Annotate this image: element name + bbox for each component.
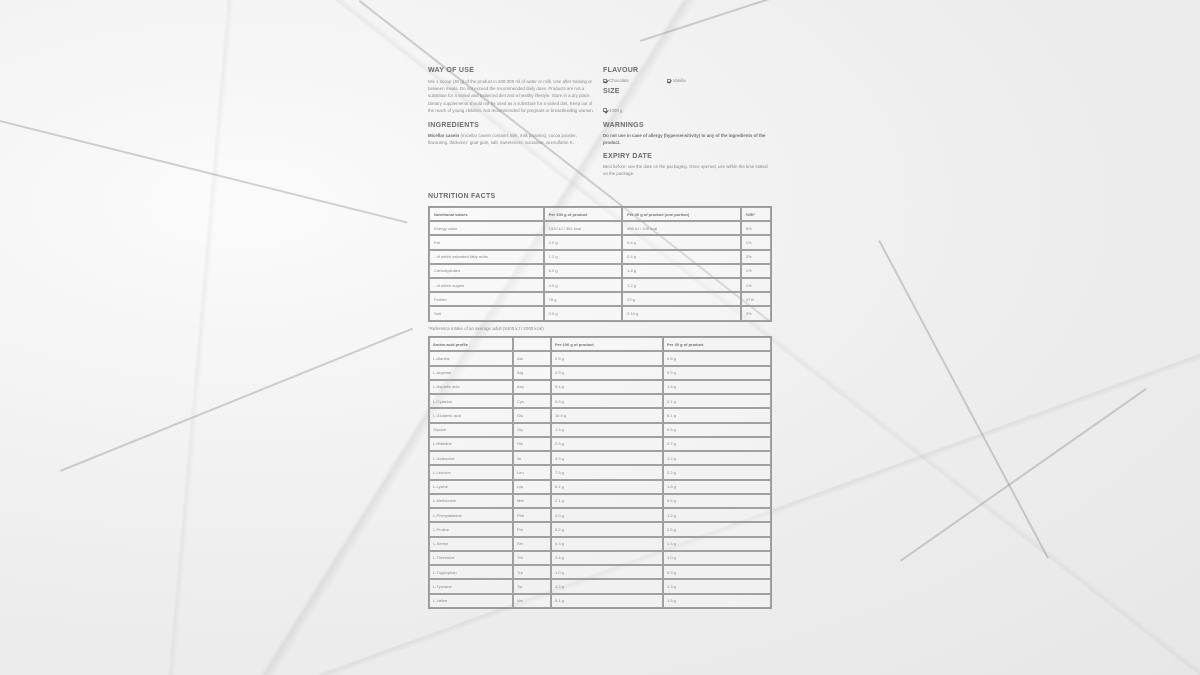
flavour-option-label: Chocolate (609, 78, 629, 83)
amino-row (429, 380, 771, 394)
amino-header-row (429, 337, 771, 351)
nutrition-cell: 3% (741, 306, 771, 320)
nutrition-table (428, 206, 772, 322)
checkbox-icon (667, 79, 671, 83)
amino-cell: 4.0 g (551, 508, 663, 522)
left-column (428, 67, 596, 146)
amino-cell: 2.1 g (551, 494, 663, 508)
amino-cell: Phe (513, 508, 551, 522)
amino-row (429, 465, 771, 479)
size-options (603, 99, 773, 117)
amino-cell: 1.6 g (663, 380, 771, 394)
size-title: SIZE (603, 88, 620, 95)
amino-cell: 3.9 g (551, 451, 663, 465)
amino-cell: 0.5 g (663, 423, 771, 437)
nutrition-header-row (429, 207, 771, 221)
amino-cell: 5.1 g (663, 408, 771, 422)
amino-header-cell (513, 337, 551, 351)
amino-cell: L-Alanine (429, 351, 513, 365)
nutrition-cell: 0.6 g (622, 235, 741, 249)
amino-cell: L-Tryptophan (429, 565, 513, 579)
amino-cell: L-Isoleucine (429, 451, 513, 465)
nutrition-row (429, 235, 771, 249)
amino-cell: Thr (513, 551, 551, 565)
amino-header-cell: Per 30 g of product (663, 337, 771, 351)
amino-cell: 7.3 g (551, 465, 663, 479)
amino-cell: L-Serine (429, 537, 513, 551)
amino-row (429, 565, 771, 579)
amino-cell: 2.9 g (551, 366, 663, 380)
amino-cell: 4.3 g (551, 537, 663, 551)
amino-cell: 1.0 g (551, 565, 663, 579)
amino-cell: 1.0 g (663, 551, 771, 565)
marble-vein (60, 328, 413, 472)
amino-cell: Lys (513, 480, 551, 494)
nutrition-cell: Fat (429, 235, 544, 249)
nutrition-cell: 4.0 g (544, 278, 622, 292)
amino-cell: L-Glutamic acid (429, 408, 513, 422)
nutrition-header-cell: %RI* (741, 207, 771, 221)
nutrition-title: NUTRITION FACTS (428, 193, 496, 200)
amino-cell: 0.7 g (663, 437, 771, 451)
amino-cell: L-Leucine (429, 465, 513, 479)
amino-header-cell: Per 100 g of product (551, 337, 663, 351)
amino-cell: Glycine (429, 423, 513, 437)
amino-cell: 2.3 g (551, 437, 663, 451)
checkbox-icon (603, 108, 607, 112)
nutrition-cell: 1% (741, 264, 771, 278)
marble-vein (640, 0, 1040, 41)
nutrition-cell: 1520 kJ / 361 kcal (544, 221, 622, 235)
nutrition-row (429, 250, 771, 264)
nutrition-row (429, 221, 771, 235)
amino-cell: 0.6 g (663, 494, 771, 508)
amino-cell: L-Lysine (429, 480, 513, 494)
nutrition-cell: 456 kJ / 108 kcal (622, 221, 741, 235)
amino-cell: 2.5 g (551, 351, 663, 365)
amino-cell: L-Valine (429, 594, 513, 608)
expiry-text: Best before: see the date on the packaging. Once opened, use within the time stated on the package. (603, 164, 768, 176)
nutrition-cell: Salt (429, 306, 544, 320)
expiry-title: EXPIRY DATE (603, 153, 653, 160)
nutrition-cell: Energy value (429, 221, 544, 235)
nutrition-row (429, 264, 771, 278)
nutrition-cell: 47% (741, 292, 771, 306)
amino-cell: L-Tyrosine (429, 579, 513, 593)
nutrition-cell: 0.4 g (622, 250, 741, 264)
amino-row (429, 351, 771, 365)
amino-cell: 16.9 g (551, 408, 663, 422)
nutrition-cell: 6.0 g (544, 264, 622, 278)
size-option-1000g[interactable] (603, 108, 622, 113)
ingredients-lead: Micellar casein (428, 133, 460, 138)
amino-cell: 2.5 g (663, 522, 771, 536)
amino-cell: Met (513, 494, 551, 508)
amino-cell: Leu (513, 465, 551, 479)
flavour-title: FLAVOUR (603, 67, 639, 74)
nutrition-cell: 1% (741, 235, 771, 249)
amino-cell: L-Arginine (429, 366, 513, 380)
amino-cell: 0.9 g (663, 366, 771, 380)
amino-row (429, 522, 771, 536)
nutrition-cell: 1% (741, 278, 771, 292)
amino-cell: Glu (513, 408, 551, 422)
way-of-use-text-1: Mix 1 scoop (30 g) of the product in 200-300 ml of water or milk. Use after training or between meals. Do not exceed the recommended daily dose. Products are not a substitute for a varied and balanced diet and a healthy lifestyle. Store in a dry place. (428, 79, 592, 98)
amino-cell: 1.3 g (663, 579, 771, 593)
nutrition-row (429, 292, 771, 306)
amino-cell: L-Threonine (429, 551, 513, 565)
nutrition-footnote: *Reference intake of an average adult (8400 kJ / 2000 kcal) (428, 326, 544, 331)
amino-cell: 6.1 g (551, 480, 663, 494)
amino-cell: L-Histidine (429, 437, 513, 451)
nutrition-header-cell: Per 100 g of product (544, 207, 622, 221)
nutrition-cell: - of which sugars (429, 278, 544, 292)
amino-cell: 0.8 g (663, 351, 771, 365)
amino-row (429, 594, 771, 608)
amino-cell: L-Phenylalanine (429, 508, 513, 522)
nutrition-cell: 1.2 g (622, 278, 741, 292)
nutrition-cell: 0.5 g (544, 306, 622, 320)
amino-row (429, 394, 771, 408)
amino-cell: 1.2 g (663, 451, 771, 465)
checkbox-icon (603, 79, 607, 83)
amino-cell: Asp (513, 380, 551, 394)
right-column (603, 67, 773, 177)
amino-cell: Ala (513, 351, 551, 365)
nutrition-cell: 78 g (544, 292, 622, 306)
amino-cell: Arg (513, 366, 551, 380)
ingredients-title: INGREDIENTS (428, 122, 480, 129)
nutrition-cell: 1.2 g (544, 250, 622, 264)
nutrition-header-cell: Per 30 g of product (one portion) (622, 207, 741, 221)
amino-row (429, 480, 771, 494)
nutrition-cell: 23 g (622, 292, 741, 306)
amino-cell: 1.8 g (663, 480, 771, 494)
amino-row (429, 508, 771, 522)
amino-cell: L-Cysteine (429, 394, 513, 408)
way-of-use-title: WAY OF USE (428, 67, 475, 74)
amino-cell: 1.3 g (663, 537, 771, 551)
amino-cell: Ser (513, 537, 551, 551)
amino-cell: Gly (513, 423, 551, 437)
amino-cell: 0.3 g (663, 565, 771, 579)
nutrition-cell: Protein (429, 292, 544, 306)
nutrition-cell: 2% (741, 250, 771, 264)
amino-cell: 1.5 g (551, 423, 663, 437)
amino-cell: 0.1 g (663, 394, 771, 408)
amino-row (429, 423, 771, 437)
warnings-title: WARNINGS (603, 122, 644, 129)
flavour-option-vanilla[interactable] (667, 78, 686, 83)
amino-acid-table (428, 336, 772, 609)
amino-row (429, 551, 771, 565)
amino-cell: Val (513, 594, 551, 608)
amino-cell: 1.2 g (663, 508, 771, 522)
ingredients-text (428, 132, 596, 146)
size-option-label: 1000 g (609, 107, 623, 113)
warnings-text: Do not use in case of allergy (hypersensitivity) to any of the ingredients of the product. (603, 133, 766, 145)
way-of-use-text-2: Dietary supplements should not be used as a substitute for a varied diet. Keep out of the reach of young children. Not recommended for pregnant or breastfeeding women. (428, 101, 594, 113)
amino-row (429, 579, 771, 593)
nutrition-cell: Carbohydrates (429, 264, 544, 278)
nutrition-header-cell: Nutritional values (429, 207, 544, 221)
nutrition-cell: 0.15 g (622, 306, 741, 320)
marble-vein (900, 388, 1147, 561)
amino-row (429, 451, 771, 465)
nutrition-row (429, 306, 771, 320)
amino-cell: 1.5 g (663, 594, 771, 608)
amino-cell: L-Aspartic acid (429, 380, 513, 394)
amino-row (429, 366, 771, 380)
marble-vein (879, 240, 1049, 559)
amino-cell: 5.1 g (551, 594, 663, 608)
amino-row (429, 537, 771, 551)
amino-cell: 5.4 g (551, 380, 663, 394)
amino-header-cell: Amino acid profile (429, 337, 513, 351)
amino-cell: 2.2 g (663, 465, 771, 479)
flavour-option-chocolate[interactable] (603, 78, 629, 83)
amino-cell: 8.2 g (551, 522, 663, 536)
nutrition-cell: - of which saturated fatty acids (429, 250, 544, 264)
amino-cell: Tyr (513, 579, 551, 593)
amino-row (429, 494, 771, 508)
ingredients-body: (micellar casein contains milk, milk proteins), cocoa powder, flavouring, thickener: guar gum, salt, sweeteners: sucralose, acesulfame K. (428, 133, 577, 145)
nutrition-cell: 2.0 g (544, 235, 622, 249)
marble-vein (0, 120, 408, 223)
amino-cell: 0.3 g (551, 394, 663, 408)
amino-cell: Cys (513, 394, 551, 408)
nutrition-cell: 5% (741, 221, 771, 235)
amino-cell: Ile (513, 451, 551, 465)
amino-cell: 3.4 g (551, 551, 663, 565)
amino-cell: Trp (513, 565, 551, 579)
product-info-page (428, 64, 772, 610)
flavour-options (603, 78, 773, 83)
nutrition-cell: 1.8 g (622, 264, 741, 278)
flavour-option-label: Vanilla (672, 78, 686, 83)
amino-cell: 4.2 g (551, 579, 663, 593)
amino-row (429, 437, 771, 451)
amino-cell: L-Methionine (429, 494, 513, 508)
amino-cell: Pro (513, 522, 551, 536)
amino-cell: L-Proline (429, 522, 513, 536)
amino-cell: His (513, 437, 551, 451)
nutrition-row (429, 278, 771, 292)
amino-row (429, 408, 771, 422)
